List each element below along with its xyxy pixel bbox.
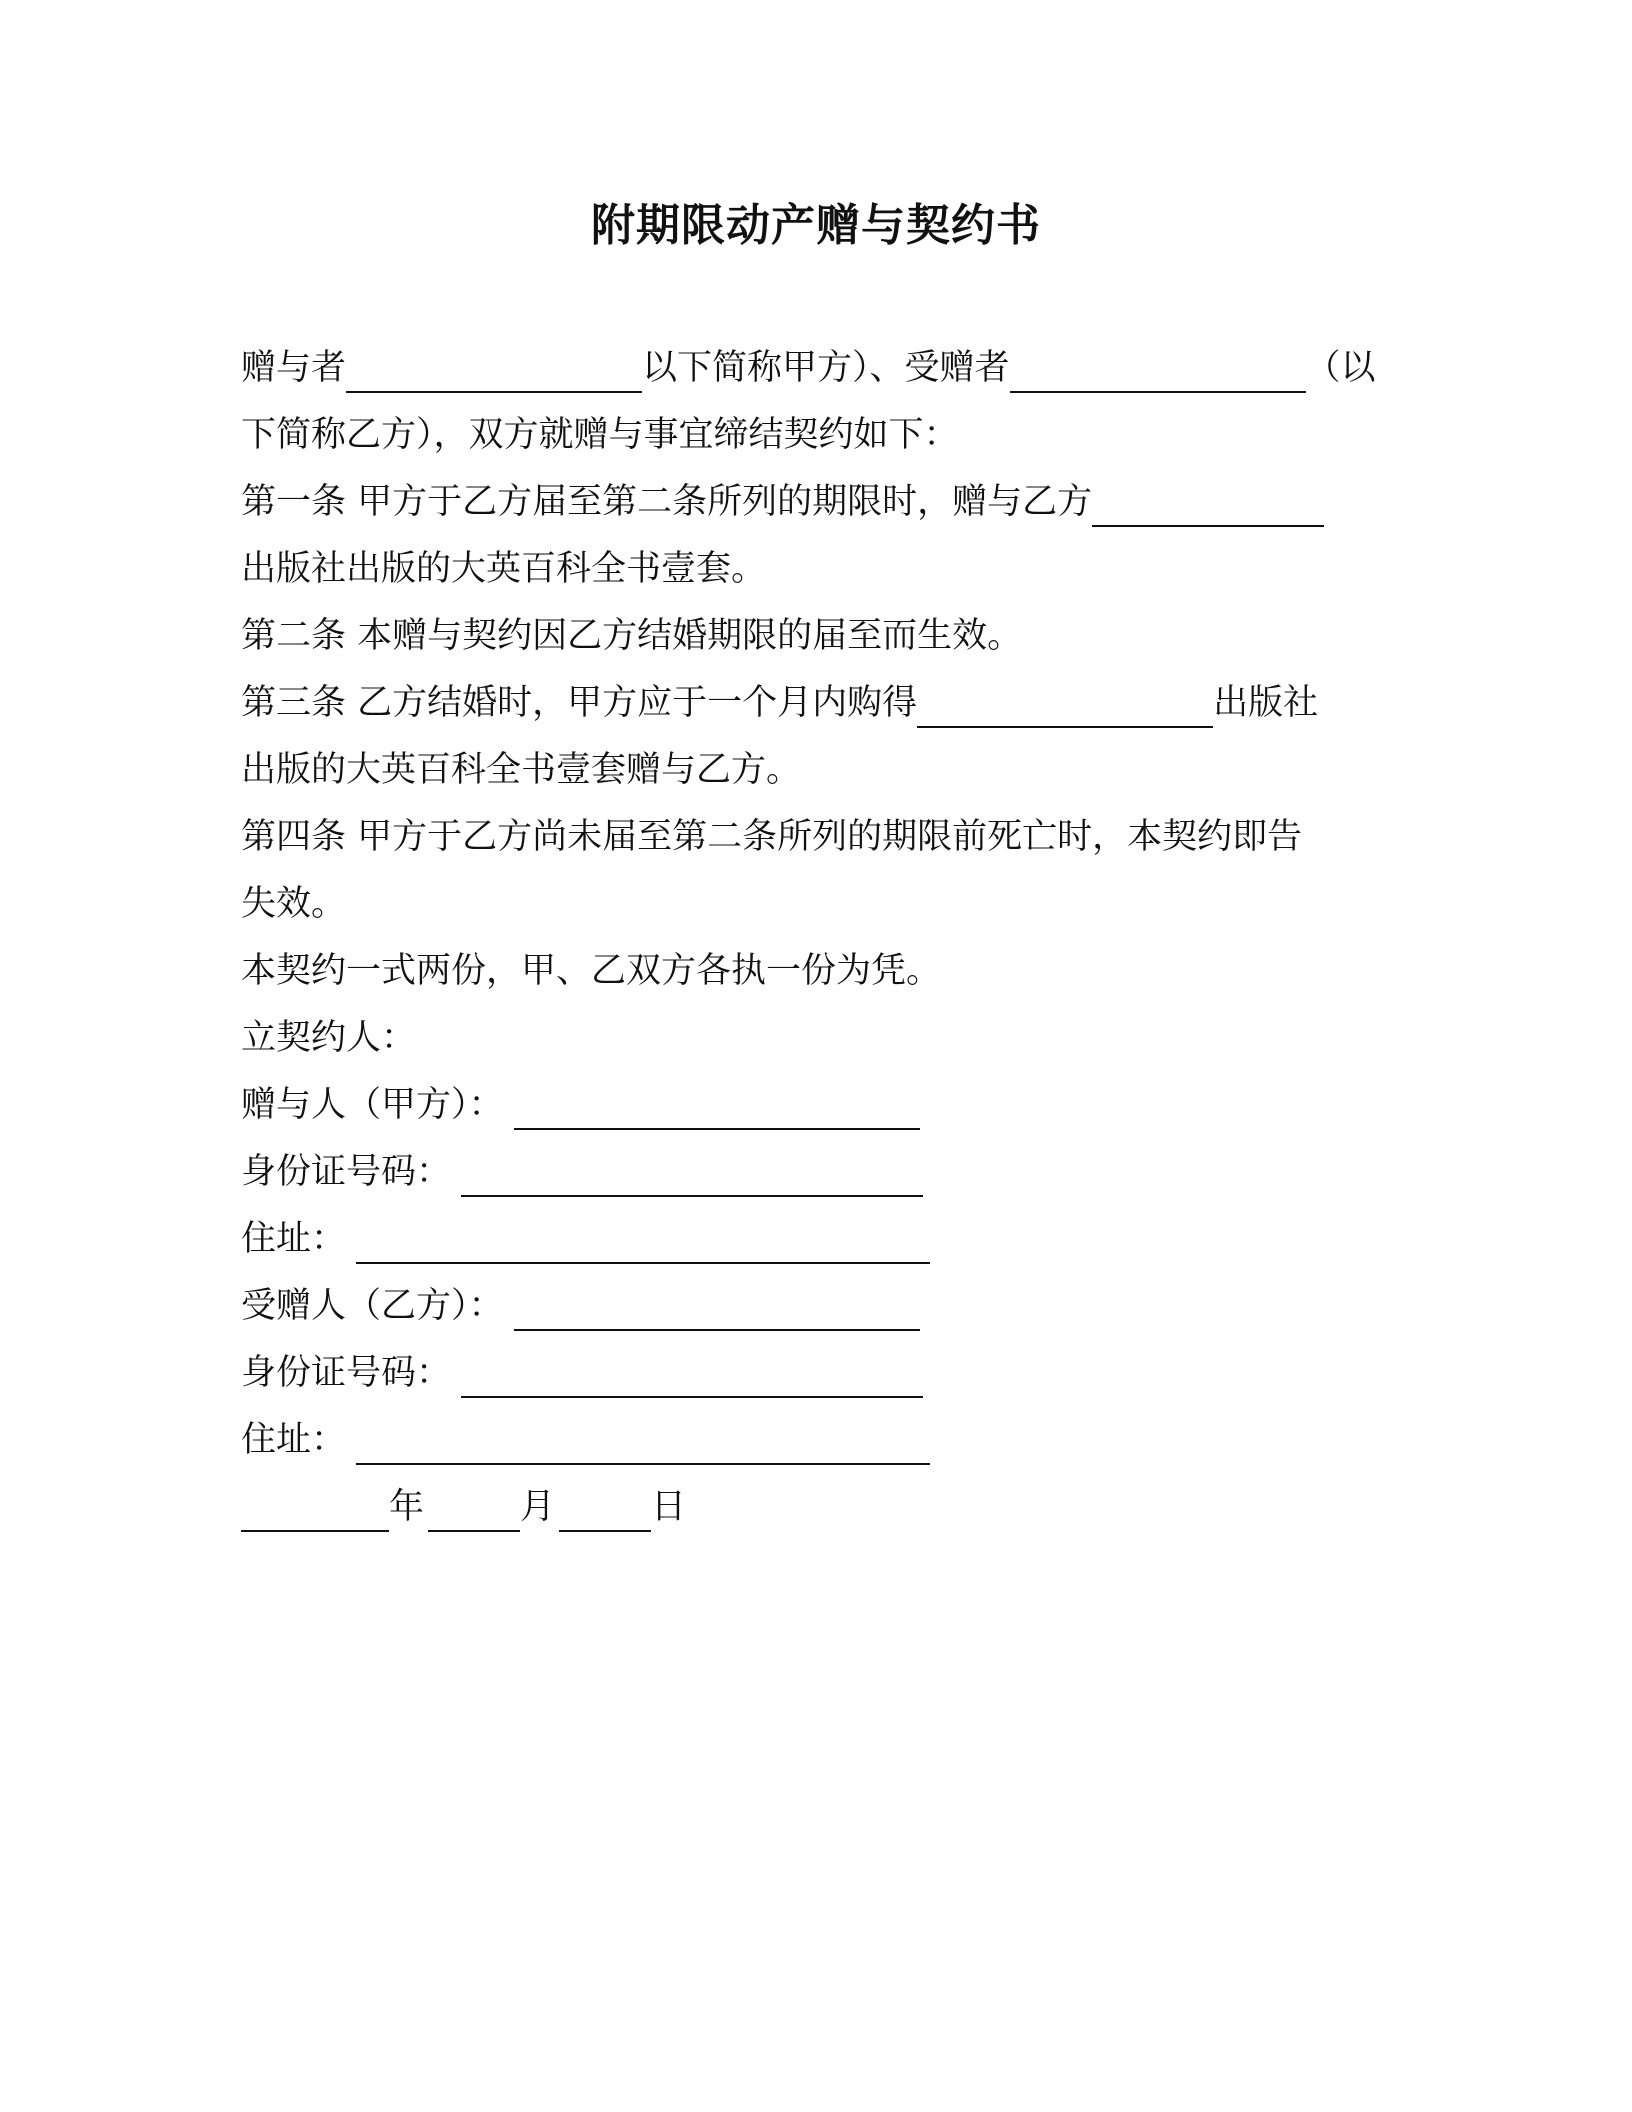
publisher-blank-2[interactable]: [917, 690, 1213, 728]
recipient-signature-row: [241, 1282, 920, 1330]
article-3-text: 第三条 乙方结婚时，甲方应于一个月内购得: [241, 683, 918, 723]
donor-id-blank[interactable]: [461, 1159, 923, 1197]
article-3-line-2: 出版的大英百科全书壹套赠与乙方。: [241, 750, 802, 790]
recipient-signature-blank[interactable]: [514, 1293, 920, 1331]
month-blank[interactable]: [428, 1494, 520, 1532]
donor-id-row: [241, 1148, 923, 1196]
recipient-signature-label: 受赠人（乙方）：: [241, 1286, 504, 1326]
recipient-id-label: 身份证号码：: [241, 1353, 452, 1393]
article-4-line-2: 失效。: [241, 884, 347, 924]
article-1-line-1: [241, 478, 1324, 526]
donor-label: 赠与者: [241, 348, 347, 388]
article-2-line-1: 第二条 本赠与契约因乙方结婚期限的届至而生效。: [241, 616, 1023, 656]
donor-address-row: [241, 1215, 930, 1263]
donor-id-label: 身份证号码：: [241, 1152, 452, 1192]
donor-name-blank[interactable]: [346, 355, 642, 393]
article-4-line-1: 第四条 甲方于乙方尚未届至第二条所列的期限前死亡时，本契约即告: [241, 817, 1303, 857]
intro-line-2: 下简称乙方），双方就赠与事宜缔结契约如下：: [241, 415, 959, 455]
day-label: 日: [651, 1487, 687, 1527]
donor-suffix: 以下简称甲方）、受赠者: [642, 348, 1010, 388]
day-blank[interactable]: [559, 1494, 651, 1532]
recipient-id-blank[interactable]: [461, 1360, 923, 1398]
recipient-name-blank[interactable]: [1010, 355, 1306, 393]
signatories-heading: 立契约人：: [241, 1018, 417, 1058]
article-3-line-1: [241, 679, 1318, 727]
month-label: 月: [520, 1487, 556, 1527]
recipient-address-label: 住址：: [241, 1420, 347, 1460]
publisher-blank-1[interactable]: [1092, 489, 1324, 527]
donor-address-blank[interactable]: [356, 1226, 930, 1264]
donor-address-label: 住址：: [241, 1219, 347, 1259]
recipient-address-blank[interactable]: [356, 1427, 930, 1465]
intro-line-1: [241, 344, 1376, 392]
recipient-suffix: （以: [1305, 348, 1376, 388]
document-title: 附期限动产赠与契约书: [591, 200, 1041, 251]
donor-signature-row: [241, 1081, 920, 1129]
donor-signature-blank[interactable]: [514, 1092, 920, 1130]
recipient-address-row: [241, 1416, 930, 1464]
donor-signature-label: 赠与人（甲方）：: [241, 1085, 504, 1125]
year-label: 年: [389, 1487, 425, 1527]
article-3-suffix: 出版社: [1213, 683, 1319, 723]
date-row: [241, 1483, 686, 1531]
year-blank[interactable]: [241, 1494, 389, 1532]
article-1-line-2: 出版社出版的大英百科全书壹套。: [241, 549, 767, 589]
copies-clause: 本契约一式两份，甲、乙双方各执一份为凭。: [241, 951, 942, 991]
article-1-text: 第一条 甲方于乙方届至第二条所列的期限时，赠与乙方: [241, 482, 1093, 522]
recipient-id-row: [241, 1349, 923, 1397]
